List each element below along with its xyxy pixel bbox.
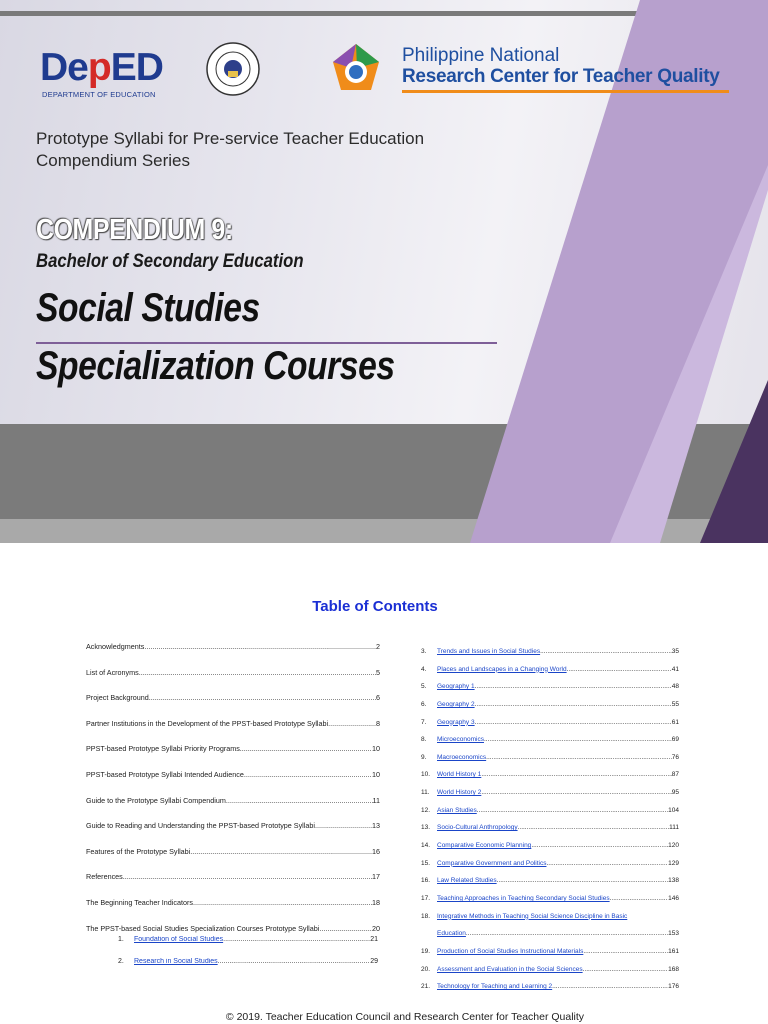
- toc-course-link[interactable]: Technology for Teaching and Learning 2: [437, 983, 553, 991]
- toc-entry[interactable]: [86, 770, 380, 796]
- toc-course-link[interactable]: Assessment and Evaluation in the Social Sciences: [437, 965, 583, 973]
- toc-leader: [497, 877, 669, 884]
- toc-course-number: 20.: [421, 965, 431, 973]
- toc-entry-page: 17: [372, 872, 380, 882]
- toc-leader: [226, 796, 373, 822]
- toc-course-entry[interactable]: [421, 701, 679, 719]
- toc-course-number: 16.: [421, 877, 431, 885]
- toc-entry-title: References: [86, 872, 123, 882]
- toc-entry[interactable]: [86, 821, 380, 847]
- toc-course-link[interactable]: Trends and Issues in Social Studies: [437, 648, 541, 655]
- series-title: Prototype Syllabi for Pre-service Teacher Education Compendium Series: [36, 129, 425, 170]
- toc-leader: [583, 966, 669, 973]
- toc-course-entry[interactable]: [118, 958, 378, 980]
- toc-course-link[interactable]: Places and Landscapes in a Changing World: [437, 665, 567, 673]
- toc-course-number: 19.: [421, 947, 431, 955]
- toc-entry-page: 153: [668, 930, 679, 938]
- compendium-number: COMPENDIUM 9:: [36, 214, 233, 246]
- toc-course-entry[interactable]: [421, 789, 679, 807]
- toc-course-entry[interactable]: [118, 936, 378, 958]
- toc-course-number: 15.: [421, 859, 431, 867]
- toc-leader: [583, 948, 668, 955]
- toc-course-number: 12.: [421, 806, 431, 814]
- toc-course-number: 17.: [421, 894, 431, 902]
- toc-entry[interactable]: [86, 898, 380, 924]
- toc-course-link[interactable]: World History 1: [437, 771, 482, 779]
- toc-leader: [486, 754, 672, 761]
- toc-entry-title: Guide to Reading and Understanding the PPST-based Prototype Syllabi: [86, 821, 315, 831]
- toc-leader: [481, 771, 671, 778]
- toc-leader: [190, 847, 372, 873]
- toc-entry-page: 76: [671, 753, 679, 761]
- toc-course-number: 14.: [421, 842, 431, 850]
- toc-course-link[interactable]: Foundation of Social Studies: [134, 936, 224, 943]
- toc-entry-page: 18: [372, 897, 380, 907]
- toc-leader: [477, 807, 668, 814]
- toc-course-number: 3.: [421, 648, 427, 655]
- toc-leader: [567, 666, 672, 673]
- toc-course-link[interactable]: Macroeconomics: [437, 753, 487, 761]
- toc-course-number: 4.: [421, 665, 427, 673]
- toc-entry-page: 111: [669, 824, 679, 832]
- toc-course-number: 1.: [118, 936, 124, 943]
- toc-course-entry[interactable]: [421, 666, 679, 684]
- toc-course-number: 9.: [421, 753, 427, 761]
- toc-entry[interactable]: [86, 872, 380, 898]
- toc-leader: [244, 770, 372, 796]
- toc-entry-page: 21: [370, 936, 378, 943]
- toc-entry-page: 41: [671, 665, 679, 673]
- toc-entry[interactable]: [86, 796, 380, 822]
- teacher-education-council-seal-icon: [205, 41, 261, 97]
- toc-entry-page: 61: [671, 718, 679, 726]
- toc-leader: [139, 668, 376, 694]
- toc-entry[interactable]: [86, 668, 380, 694]
- toc-leader: [475, 719, 672, 726]
- toc-leader: [123, 872, 372, 898]
- toc-entry-page: 35: [671, 648, 679, 655]
- toc-course-number: 2.: [118, 958, 124, 965]
- toc-course-entry[interactable]: [421, 771, 679, 789]
- toc-entry-page: 16: [372, 846, 380, 856]
- toc-entry-page: 176: [668, 983, 679, 991]
- toc-entry-title: The PPST-based Social Studies Specialization Courses Prototype Syllabi: [86, 923, 320, 933]
- toc-course-link[interactable]: Asian Studies: [437, 806, 477, 814]
- toc-entry-title: Guide to the Prototype Syllabi Compendium: [86, 795, 226, 805]
- toc-leader: [546, 860, 668, 867]
- toc-entry-page: 11: [372, 795, 380, 805]
- toc-course-link[interactable]: Socio-Cultural Anthropology: [437, 824, 518, 832]
- toc-entry[interactable]: [86, 642, 380, 668]
- toc-course-link[interactable]: Teaching Approaches in Teaching Secondary Social Studies: [437, 894, 610, 902]
- toc-entry-title: Acknowledgments: [86, 642, 145, 651]
- toc-course-number: 10.: [421, 771, 431, 779]
- toc-entry-page: 161: [668, 947, 679, 955]
- toc-entry-page: 5: [376, 667, 380, 677]
- main-title-line1: Social Studies: [36, 286, 260, 330]
- toc-leader: [149, 693, 376, 719]
- toc-course-number: 5.: [421, 683, 427, 691]
- toc-course-link[interactable]: Law Related Studies: [437, 877, 497, 885]
- toc-course-link[interactable]: Geography 3: [437, 718, 475, 726]
- toc-leader: [193, 898, 372, 924]
- toc-course-number: 7.: [421, 718, 427, 726]
- toc-course-entry[interactable]: [421, 683, 679, 701]
- toc-course-number: 18.: [421, 912, 431, 920]
- toc-course-entry[interactable]: [421, 648, 679, 666]
- toc-course-link[interactable]: Education: [437, 930, 466, 938]
- toc-course-number: 8.: [421, 736, 427, 744]
- toc-entry[interactable]: [86, 744, 380, 770]
- toc-entry-title: PPST-based Prototype Syllabi Priority Programs: [86, 744, 240, 754]
- toc-right-column: [421, 648, 679, 1001]
- toc-entry-title: The Beginning Teacher Indicators: [86, 897, 193, 907]
- toc-leader: [466, 930, 668, 937]
- toc-leader: [481, 789, 671, 796]
- toc-course-link[interactable]: Geography 1: [437, 683, 475, 691]
- toc-entry-page: 87: [671, 771, 679, 779]
- copyright-footer: © 2019. Teacher Education Council and Research Center for Teacher Quality: [225, 1011, 585, 1023]
- toc-leader: [540, 648, 672, 655]
- toc-leader: [484, 736, 672, 743]
- toc-course-entry[interactable]: [421, 948, 679, 966]
- toc-entry-page: 146: [668, 894, 679, 902]
- toc-entry[interactable]: [86, 719, 380, 745]
- toc-entry-page: 120: [668, 842, 679, 850]
- toc-entry-page: 48: [671, 683, 679, 691]
- toc-course-entry[interactable]: [421, 930, 679, 948]
- toc-course-entry[interactable]: [421, 983, 679, 1001]
- toc-leader: [475, 683, 672, 690]
- toc-entry-page: 138: [668, 877, 679, 885]
- toc-course-number: 21.: [421, 983, 431, 991]
- toc-course-link[interactable]: Comparative Economic Planning: [437, 842, 532, 850]
- toc-course-entry[interactable]: [421, 807, 679, 825]
- toc-entry-page: 10: [372, 769, 380, 779]
- toc-heading: Table of Contents: [312, 598, 438, 615]
- main-title-line2: Specialization Courses: [36, 344, 395, 388]
- toc-leader: [518, 824, 670, 831]
- toc-entry-page: 29: [370, 958, 378, 965]
- toc-entry-title: Features of the Prototype Syllabi: [86, 846, 191, 856]
- toc-course-entry[interactable]: [421, 860, 679, 878]
- toc-course-entry[interactable]: [421, 736, 679, 754]
- degree-title: Bachelor of Secondary Education: [36, 251, 304, 272]
- rctq-name: Philippine National Research Center for Teacher Quality: [402, 46, 732, 93]
- toc-entry-page: 13: [372, 821, 380, 831]
- toc-course-entry[interactable]: [421, 895, 679, 913]
- toc-course-link[interactable]: Microeconomics: [437, 736, 484, 744]
- deped-logo: DepED DEPARTMENT OF EDUCATION: [40, 46, 163, 99]
- rctq-logo-icon: [327, 42, 385, 96]
- toc-leader: [240, 744, 372, 770]
- toc-leader: [475, 701, 672, 708]
- toc-entry-title: List of Acronyms: [86, 667, 139, 677]
- toc-course-entry[interactable]: [421, 966, 679, 984]
- toc-leader: [610, 895, 669, 902]
- toc-course-entry[interactable]: [421, 754, 679, 772]
- toc-leader: [223, 936, 370, 958]
- toc-left-column: [86, 642, 380, 949]
- toc-leader: [315, 821, 372, 847]
- toc-course-entry[interactable]: [421, 842, 679, 860]
- toc-entry-page: 20: [372, 923, 380, 933]
- toc-entry[interactable]: [86, 693, 380, 719]
- toc-leader: [218, 958, 371, 980]
- toc-course-link[interactable]: Integrative Methods in Teaching Social Science Discipline in Basic: [437, 912, 628, 920]
- toc-course-number: 13.: [421, 824, 431, 832]
- toc-entry-title: Partner Institutions in the Development of the PPST-based Prototype Syllabi: [86, 718, 329, 728]
- toc-left-sublist: [118, 936, 378, 980]
- toc-entry-page: 69: [671, 736, 679, 744]
- toc-course-entry[interactable]: [421, 877, 679, 895]
- toc-entry-title: PPST-based Prototype Syllabi Intended Audience: [86, 769, 244, 779]
- toc-entry-page: 10: [372, 744, 380, 754]
- toc-course-entry[interactable]: [421, 719, 679, 737]
- toc-course-link[interactable]: World History 2: [437, 789, 482, 797]
- toc-entry-page: 104: [668, 806, 679, 814]
- toc-course-link[interactable]: Comparative Government and Politics: [437, 859, 547, 867]
- toc-leader: [531, 842, 668, 849]
- toc-course-entry[interactable]: [421, 824, 679, 842]
- toc-leader: [328, 719, 376, 745]
- toc-entry[interactable]: [86, 847, 380, 873]
- toc-course-entry[interactable]: [421, 913, 679, 931]
- toc-leader: [552, 983, 668, 990]
- toc-entry-page: 8: [376, 718, 380, 728]
- toc-course-link[interactable]: Research in Social Studies: [134, 958, 218, 965]
- toc-course-number: 6.: [421, 700, 427, 708]
- toc-entry-page: 55: [671, 700, 679, 708]
- toc-entry-page: 168: [668, 965, 679, 973]
- toc-course-link[interactable]: Production of Social Studies Instructional Materials: [437, 947, 584, 955]
- toc-entry-page: 2: [376, 642, 380, 651]
- toc-entry-title: Project Background: [86, 693, 149, 703]
- toc-entry-page: 6: [376, 693, 380, 703]
- toc-entry-page: 95: [671, 789, 679, 797]
- toc-entry-page: 129: [668, 859, 679, 867]
- toc-course-link[interactable]: Geography 2: [437, 700, 475, 708]
- toc-leader: [144, 642, 376, 668]
- toc-course-number: 11.: [421, 789, 430, 797]
